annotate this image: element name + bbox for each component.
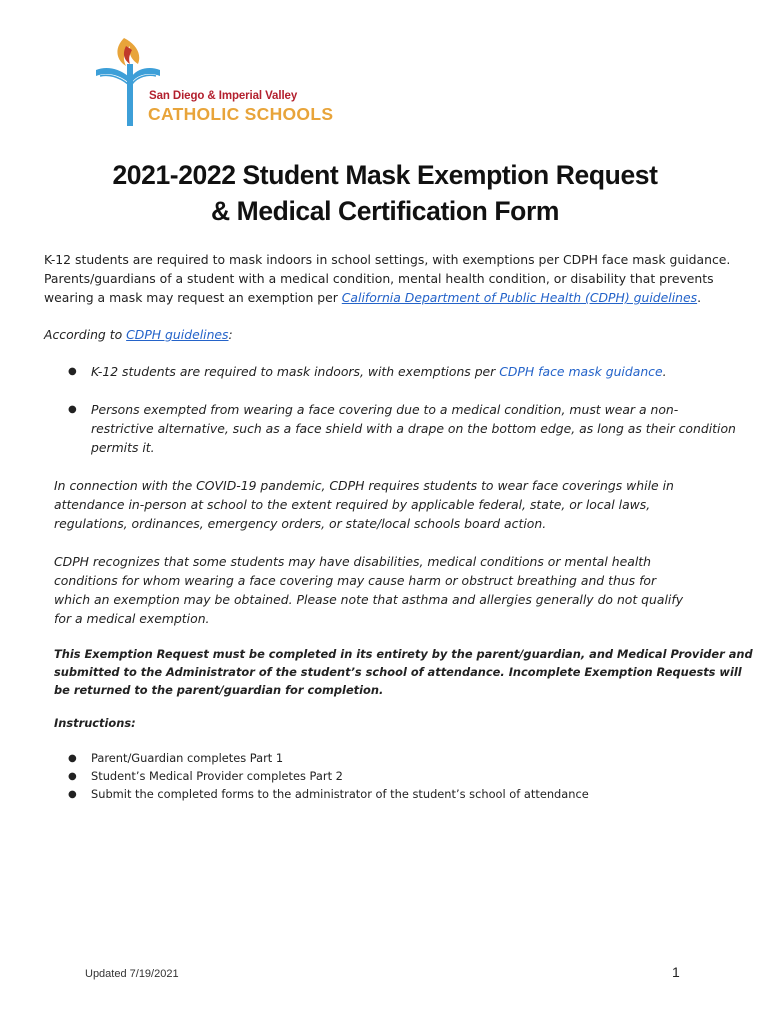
cdph-guidelines-link[interactable]: California Department of Public Health (CDPH) guidelines — [341, 290, 698, 305]
intro-line3 — [44, 288, 701, 308]
bullet-1 — [91, 362, 667, 382]
notice-line1: This Exemption Request must be completed in its entirety by the parent/guardian, and Medical Provider and — [54, 647, 753, 661]
bullet-dot-icon: ● — [68, 366, 77, 377]
disability-line4: for a medical exemption. — [54, 611, 210, 626]
intro-line1: K-12 students are required to mask indoors in school settings, with exemptions per CDPH face mask guidance. — [44, 252, 731, 267]
bullet-2-line3: permits it. — [91, 440, 155, 455]
intro-line3-prefix: wearing a mask may request an exemption per — [44, 290, 342, 305]
according-prefix: According to — [44, 327, 127, 342]
page-title-line2: & Medical Certification Form — [210, 196, 560, 226]
logo-line1: San Diego & Imperial Valley — [149, 90, 298, 102]
instruction-item-3: Submit the completed forms to the administrator of the student’s school of attendance — [91, 787, 589, 801]
instruction-item-2: Student’s Medical Provider completes Part 2 — [91, 769, 343, 783]
bullet-1-suffix: . — [662, 364, 667, 379]
instructions-heading: Instructions: — [54, 716, 136, 730]
intro-line2: Parents/guardians of a student with a medical condition, mental health condition, or disability that prevents — [44, 271, 714, 286]
updated-date: Updated 7/19/2021 — [85, 968, 179, 980]
bullet-2-line2: restrictive alternative, such as a face shield with a drape on the bottom edge, as long as their condition — [91, 421, 736, 436]
intro-line3-suffix: . — [697, 290, 702, 305]
disability-line3: which an exemption may be obtained. Please note that asthma and allergies generally do not qualify — [54, 592, 684, 607]
bullet-2-line1: Persons exempted from wearing a face covering due to a medical condition, must wear a non- — [91, 402, 679, 417]
notice-line3: be returned to the parent/guardian for completion. — [54, 683, 384, 697]
according-line — [44, 325, 233, 345]
covid-line3: regulations, ordinances, emergency orders, or state/local schools board action. — [54, 516, 547, 531]
covid-line1: In connection with the COVID-19 pandemic, CDPH requires students to wear face coverings while in — [54, 478, 674, 493]
cdph-guidelines-link-2[interactable]: CDPH guidelines — [126, 327, 229, 342]
bullet-dot-icon: ● — [68, 753, 77, 764]
bullet-1-prefix: K-12 students are required to mask indoors, with exemptions per — [91, 364, 500, 379]
bullet-dot-icon: ● — [68, 404, 77, 415]
cdph-face-mask-guidance-link[interactable]: CDPH face mask guidance — [499, 364, 663, 379]
page-number: 1 — [672, 964, 680, 980]
bullet-dot-icon: ● — [68, 771, 77, 782]
page-title-line1: 2021-2022 Student Mask Exemption Request — [112, 160, 658, 190]
notice-line2: submitted to the Administrator of the student’s school of attendance. Incomplete Exemption Requests will — [54, 665, 742, 679]
disability-line2: conditions for whom wearing a face covering may cause harm or obstruct breathing and thus for — [54, 573, 657, 588]
covid-line2: attendance in-person at school to the extent required by applicable federal, state, or local laws, — [54, 497, 651, 512]
according-suffix: : — [228, 327, 233, 342]
instruction-item-1: Parent/Guardian completes Part 1 — [91, 751, 284, 765]
school-logo — [92, 30, 342, 130]
logo-line2: CATHOLIC SCHOOLS — [148, 104, 334, 124]
disability-line1: CDPH recognizes that some students may have disabilities, medical conditions or mental health — [54, 554, 652, 569]
bullet-dot-icon: ● — [68, 789, 77, 800]
